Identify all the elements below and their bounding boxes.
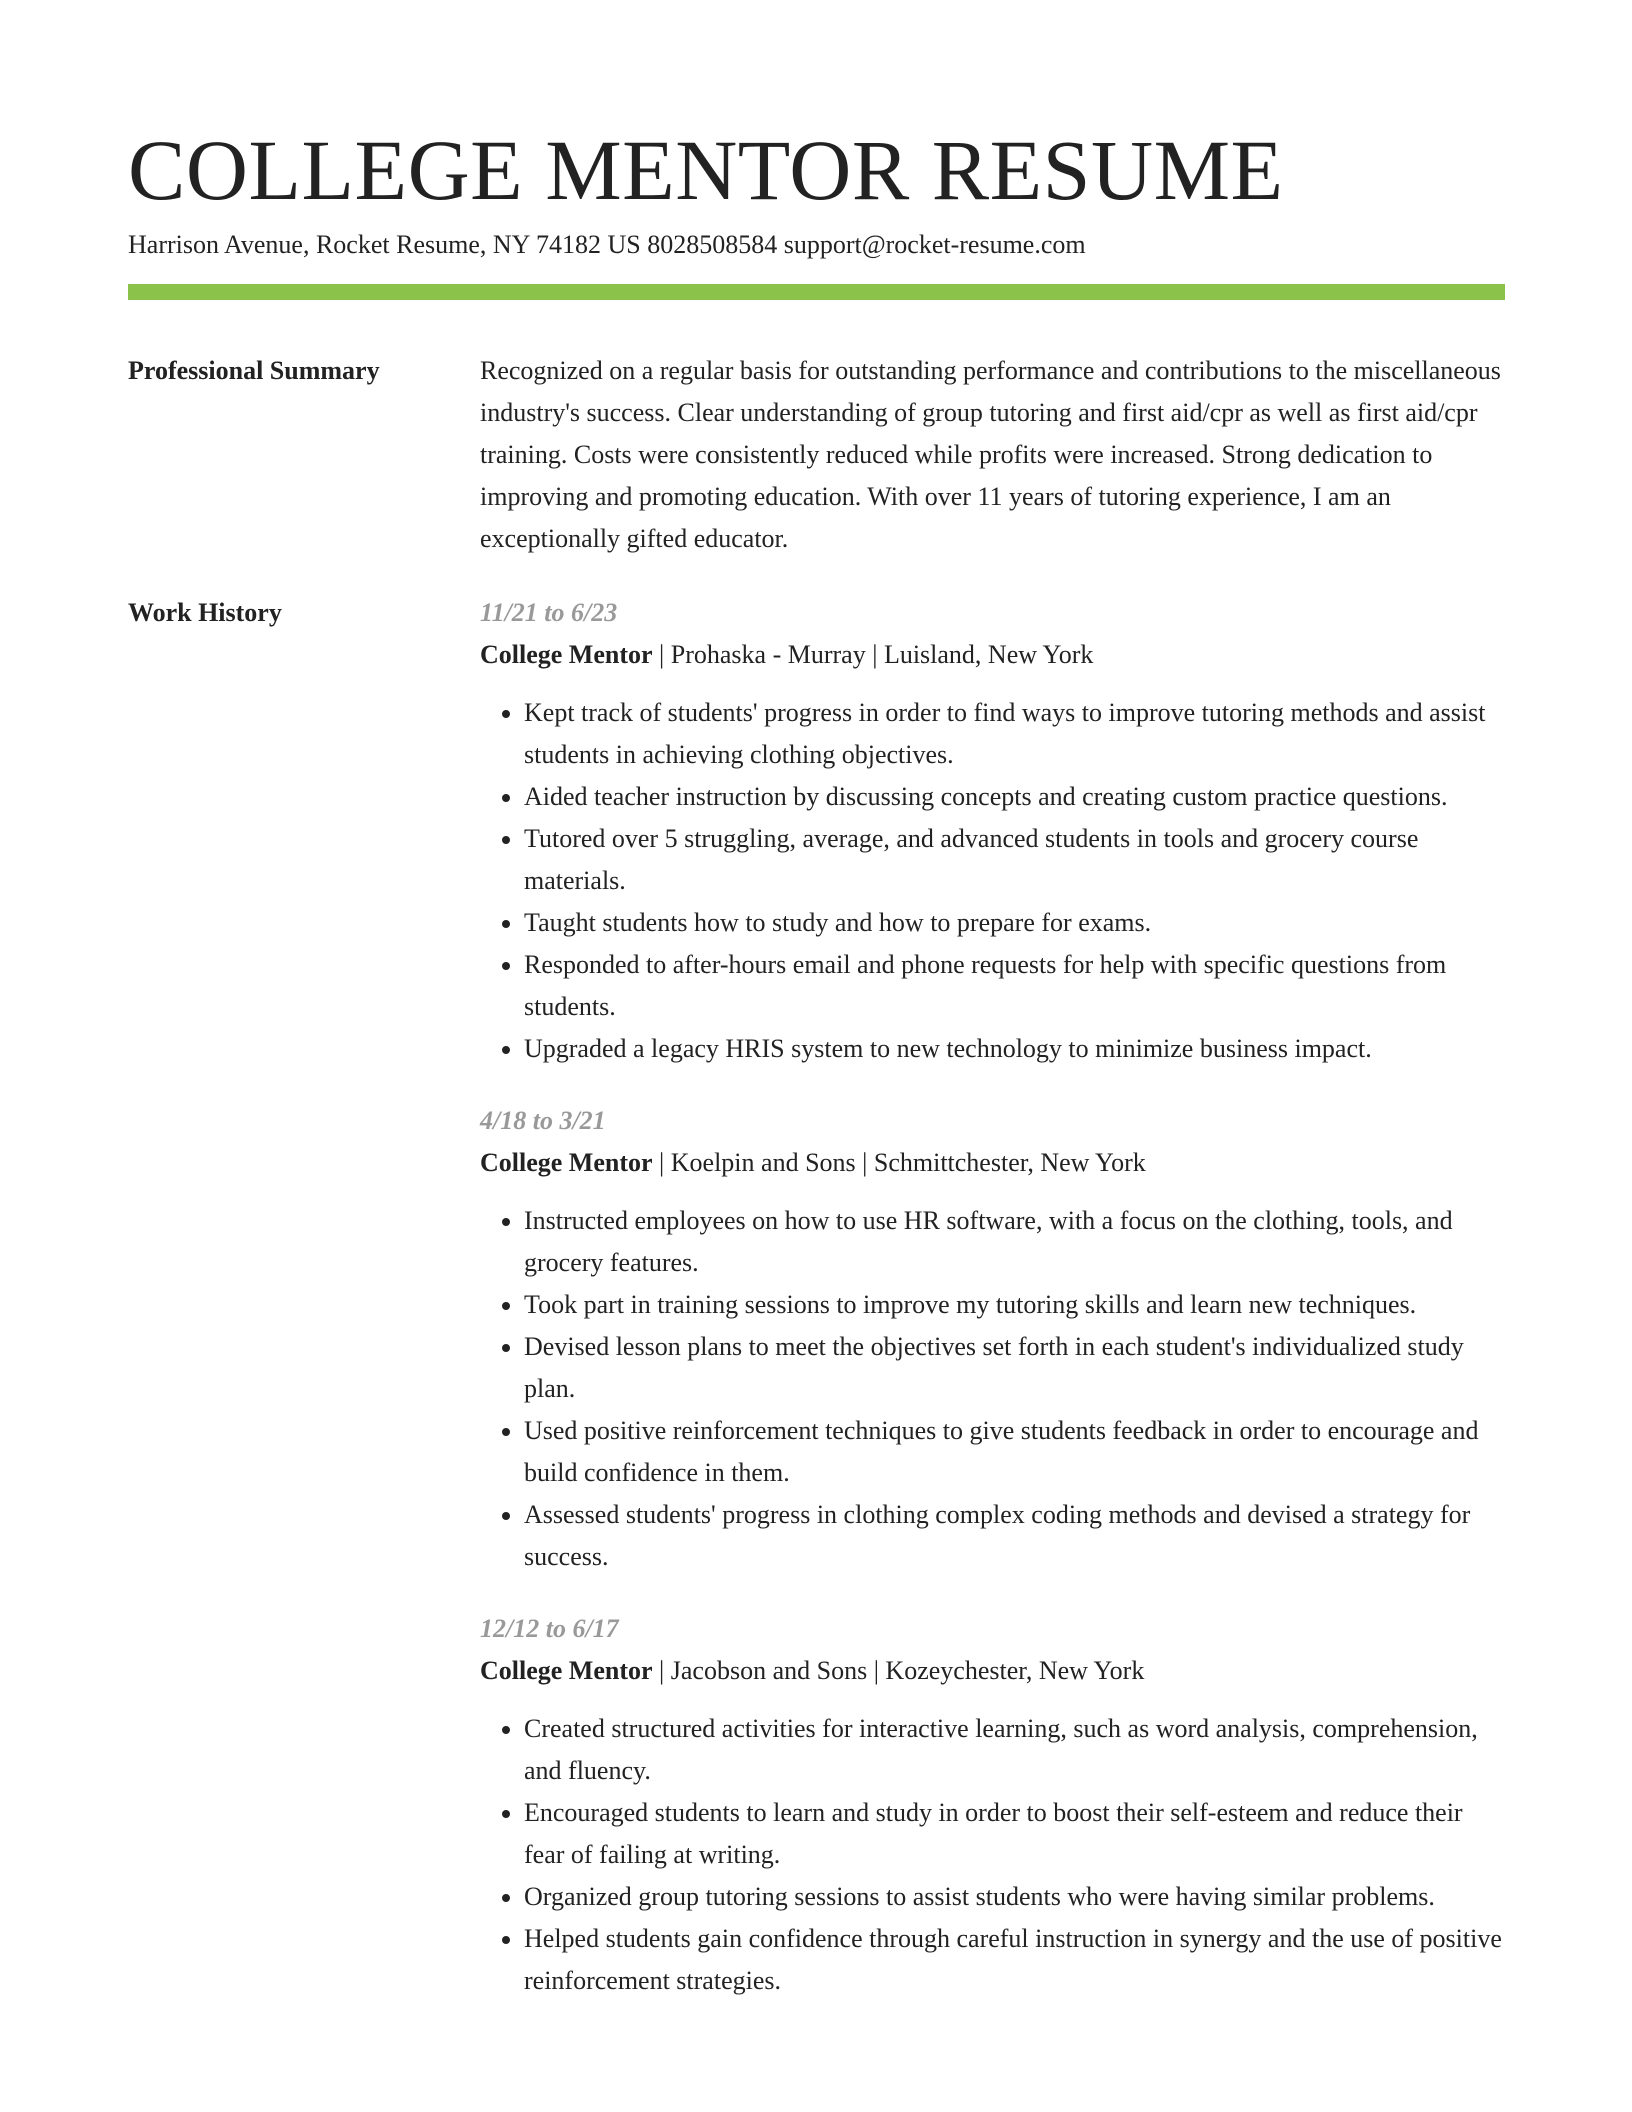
work-history-list: [480, 592, 1505, 2002]
job-bullet: • Taught students how to study and how to prepare for exams.: [524, 902, 1505, 944]
job-bullets: [480, 692, 1505, 1070]
resume-title: COLLEGE MENTOR RESUME: [128, 122, 1284, 218]
job-entry: [480, 592, 1505, 1070]
job-bullet: • Instructed employees on how to use HR software, with a focus on the clothing, tools, and grocery features.: [524, 1200, 1505, 1284]
job-entry: [480, 1100, 1505, 1578]
job-title: College Mentor: [480, 640, 653, 669]
job-bullet: • Encouraged students to learn and study in order to boost their self-esteem and reduce their fear of failing at writing.: [524, 1792, 1505, 1876]
contact-line: [128, 228, 1505, 262]
job-entry: [480, 1608, 1505, 2002]
job-bullet: • Used positive reinforcement techniques to give students feedback in order to encourage and build confidence in them.: [524, 1410, 1505, 1494]
job-separator: |: [659, 1148, 665, 1177]
job-heading: [480, 634, 1505, 676]
work-history-section: [128, 592, 1505, 2002]
job-bullets: [480, 1200, 1505, 1578]
job-separator: |: [659, 1656, 665, 1685]
job-location: Schmittchester, New York: [873, 1148, 1146, 1177]
job-bullet: • Assessed students' progress in clothing complex coding methods and devised a strategy for success.: [524, 1494, 1505, 1578]
job-dates: 12/12 to 6/17: [480, 1614, 619, 1643]
job-bullet: • Responded to after-hours email and phone requests for help with specific questions from students.: [524, 944, 1505, 1028]
job-bullet: • Aided teacher instruction by discussing concepts and creating custom practice questions.: [524, 776, 1505, 818]
job-bullet: • Created structured activities for interactive learning, such as word analysis, comprehension, and fluency.: [524, 1708, 1505, 1792]
job-bullets: [480, 1708, 1505, 2002]
contact-phone: 8028508584: [647, 230, 778, 259]
job-title: College Mentor: [480, 1656, 653, 1685]
job-company: Koelpin and Sons: [670, 1148, 856, 1177]
job-bullet: • Kept track of students' progress in order to find ways to improve tutoring methods and assist students in achieving clothing objectives.: [524, 692, 1505, 776]
contact-email: support@rocket-resume.com: [783, 230, 1086, 259]
job-title: College Mentor: [480, 1148, 653, 1177]
job-separator: |: [872, 640, 878, 669]
job-heading: [480, 1650, 1505, 1692]
job-separator: |: [659, 640, 665, 669]
job-heading: [480, 1142, 1505, 1184]
professional-summary-section: [128, 350, 1505, 560]
job-separator: |: [862, 1148, 868, 1177]
header-divider: [128, 284, 1505, 300]
job-bullet: • Helped students gain confidence through careful instruction in synergy and the use of positive reinforcement strategies.: [524, 1918, 1505, 2002]
job-bullet: • Took part in training sessions to improve my tutoring skills and learn new techniques.: [524, 1284, 1505, 1326]
job-dates: 11/21 to 6/23: [480, 598, 618, 627]
job-company: Prohaska - Murray: [670, 640, 866, 669]
section-label-professional-summary: Professional Summary: [128, 356, 380, 385]
job-bullet: • Upgraded a legacy HRIS system to new technology to minimize business impact.: [524, 1028, 1505, 1070]
professional-summary-text: Recognized on a regular basis for outstanding performance and contributions to the miscellaneous industry's success. Clear understanding of group tutoring and first aid/cpr as well as first aid/cpr training. Costs were consistently reduced while profits were increased. Strong dedication to improving and promoting education. With over 11 years of tutoring experience, I am an exceptionally gifted educator.: [480, 356, 1501, 553]
job-separator: |: [873, 1656, 879, 1685]
job-company: Jacobson and Sons: [670, 1656, 868, 1685]
job-bullet: • Tutored over 5 struggling, average, and advanced students in tools and grocery course materials.: [524, 818, 1505, 902]
resume-page: [128, 120, 1505, 2002]
contact-address: Harrison Avenue, Rocket Resume, NY 74182 US: [128, 230, 641, 259]
job-dates: 4/18 to 3/21: [480, 1106, 606, 1135]
section-label-work-history: Work History: [128, 598, 282, 627]
job-bullet: • Organized group tutoring sessions to assist students who were having similar problems.: [524, 1876, 1505, 1918]
job-bullet: • Devised lesson plans to meet the objectives set forth in each student's individualized study plan.: [524, 1326, 1505, 1410]
job-location: Kozeychester, New York: [885, 1656, 1145, 1685]
job-location: Luisland, New York: [883, 640, 1094, 669]
